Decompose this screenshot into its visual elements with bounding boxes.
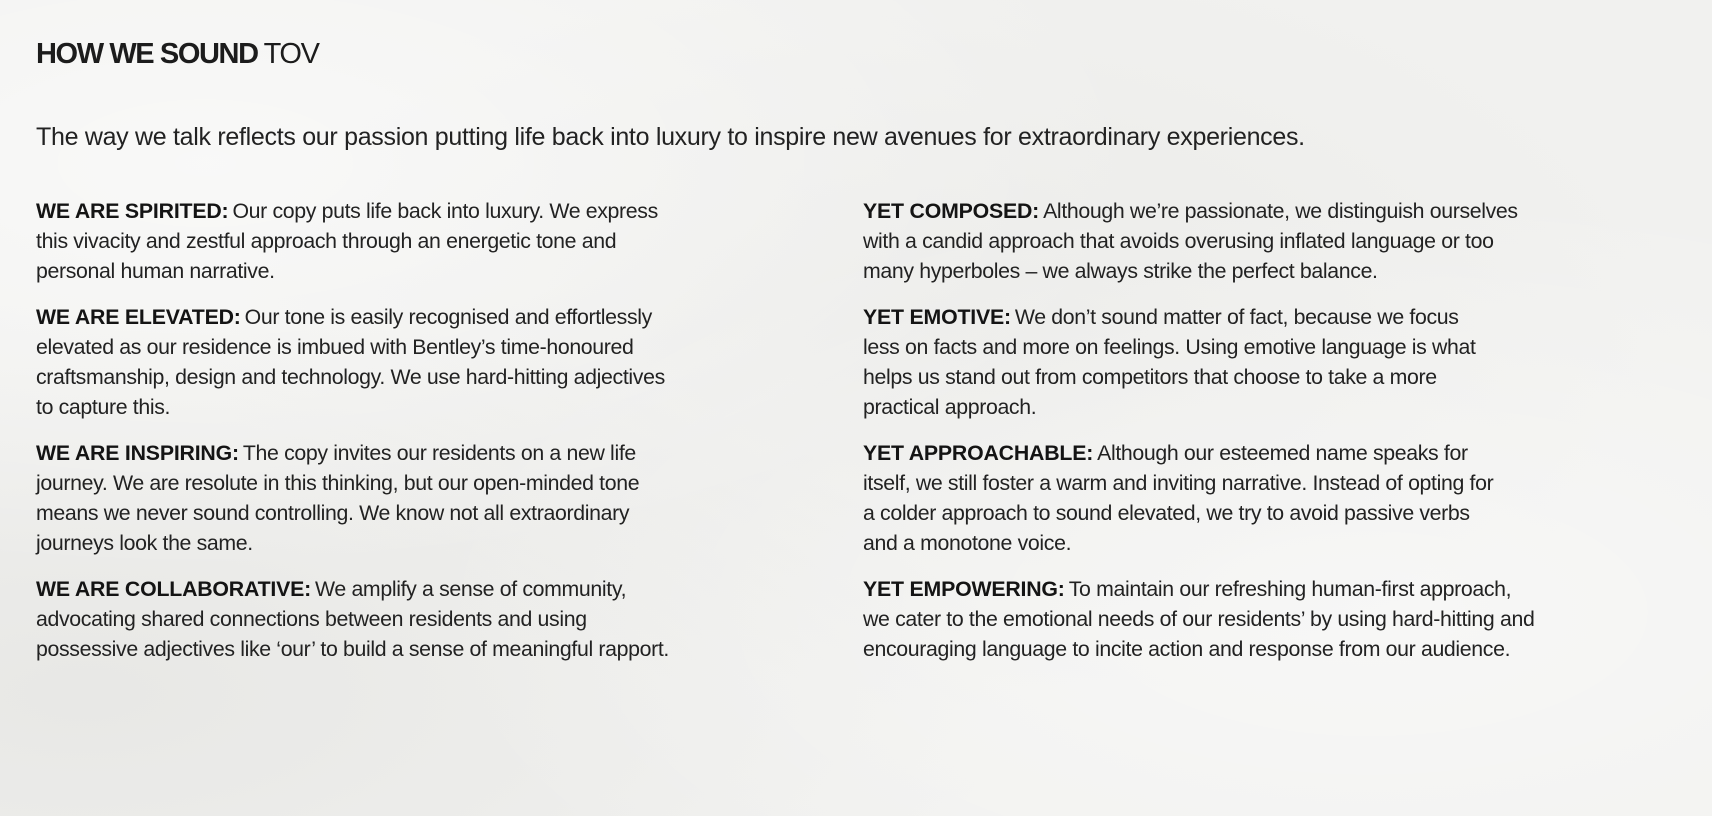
trait-text-line: itself, we still foster a warm and inviting narrative. Instead of opting for [863,471,1494,495]
intro-statement: The way we talk reflects our passion putting life back into luxury to inspire new avenues for extraordinary experiences. [36,123,1305,151]
trait-first-line [863,438,1573,468]
trait-term: YET EMPOWERING: [863,577,1065,601]
trait-text: Although our esteemed name speaks for [1097,441,1468,465]
trait-text-line: a colder approach to sound elevated, we try to avoid passive verbs [863,501,1470,525]
trait-term: YET EMOTIVE: [863,305,1011,329]
trait-text: The copy invites our residents on a new life [242,441,636,465]
trait-first-line [863,196,1573,226]
trait-text-line: we cater to the emotional needs of our residents’ by using hard-hitting and [863,607,1535,631]
trait-text-line: elevated as our residence is imbued with Bentley’s time-honoured [36,335,634,359]
trait-text-line: this vivacity and zestful approach through an energetic tone and [36,229,617,253]
page-title-light: TOV [263,38,319,70]
trait-text-line: craftsmanship, design and technology. We use hard-hitting adjectives [36,365,665,389]
trait-text-line: less on facts and more on feelings. Using emotive language is what [863,335,1476,359]
trait-text-line: advocating shared connections between residents and using [36,607,587,631]
trait-first-line [36,574,746,604]
trait-text-line: possessive adjectives like ‘our’ to build a sense of meaningful rapport. [36,637,669,661]
trait-first-line [863,574,1573,604]
trait-spirited [36,196,746,286]
trait-first-line [36,302,746,332]
trait-inspiring [36,438,746,558]
trait-term: WE ARE SPIRITED: [36,199,229,223]
trait-first-line [863,302,1573,332]
trait-collaborative [36,574,746,664]
page-title [36,36,319,72]
trait-text: To maintain our refreshing human-first approach, [1068,577,1512,601]
trait-text: Our copy puts life back into luxury. We express [232,199,658,223]
yet-column [863,196,1573,680]
trait-empowering [863,574,1573,664]
trait-first-line [36,438,746,468]
trait-emotive [863,302,1573,422]
tone-of-voice-page [36,0,1686,816]
trait-term: YET COMPOSED: [863,199,1040,223]
trait-text-line: personal human narrative. [36,259,275,283]
trait-text-line: encouraging language to incite action and response from our audience. [863,637,1511,661]
trait-term: WE ARE ELEVATED: [36,305,241,329]
trait-text: We amplify a sense of community, [315,577,627,601]
trait-text-line: to capture this. [36,395,171,419]
trait-text: Our tone is easily recognised and effortlessly [244,305,652,329]
trait-term: WE ARE INSPIRING: [36,441,239,465]
trait-text: Although we’re passionate, we distinguish ourselves [1043,199,1518,223]
we-are-column [36,196,746,680]
trait-composed [863,196,1573,286]
trait-first-line [36,196,746,226]
trait-text-line: helps us stand out from competitors that choose to take a more [863,365,1437,389]
trait-text-line: means we never sound controlling. We know not all extraordinary [36,501,630,525]
trait-text-line: journeys look the same. [36,531,253,555]
trait-term: YET APPROACHABLE: [863,441,1094,465]
page-title-bold: HOW WE SOUND [36,38,258,70]
trait-text-line: practical approach. [863,395,1037,419]
trait-text-line: journey. We are resolute in this thinking, but our open-minded tone [36,471,640,495]
trait-term: WE ARE COLLABORATIVE: [36,577,312,601]
trait-text: We don’t sound matter of fact, because we focus [1014,305,1459,329]
trait-approachable [863,438,1573,558]
trait-text-line: with a candid approach that avoids overusing inflated language or too [863,229,1494,253]
trait-text-line: many hyperboles – we always strike the perfect balance. [863,259,1378,283]
trait-elevated [36,302,746,422]
trait-text-line: and a monotone voice. [863,531,1072,555]
